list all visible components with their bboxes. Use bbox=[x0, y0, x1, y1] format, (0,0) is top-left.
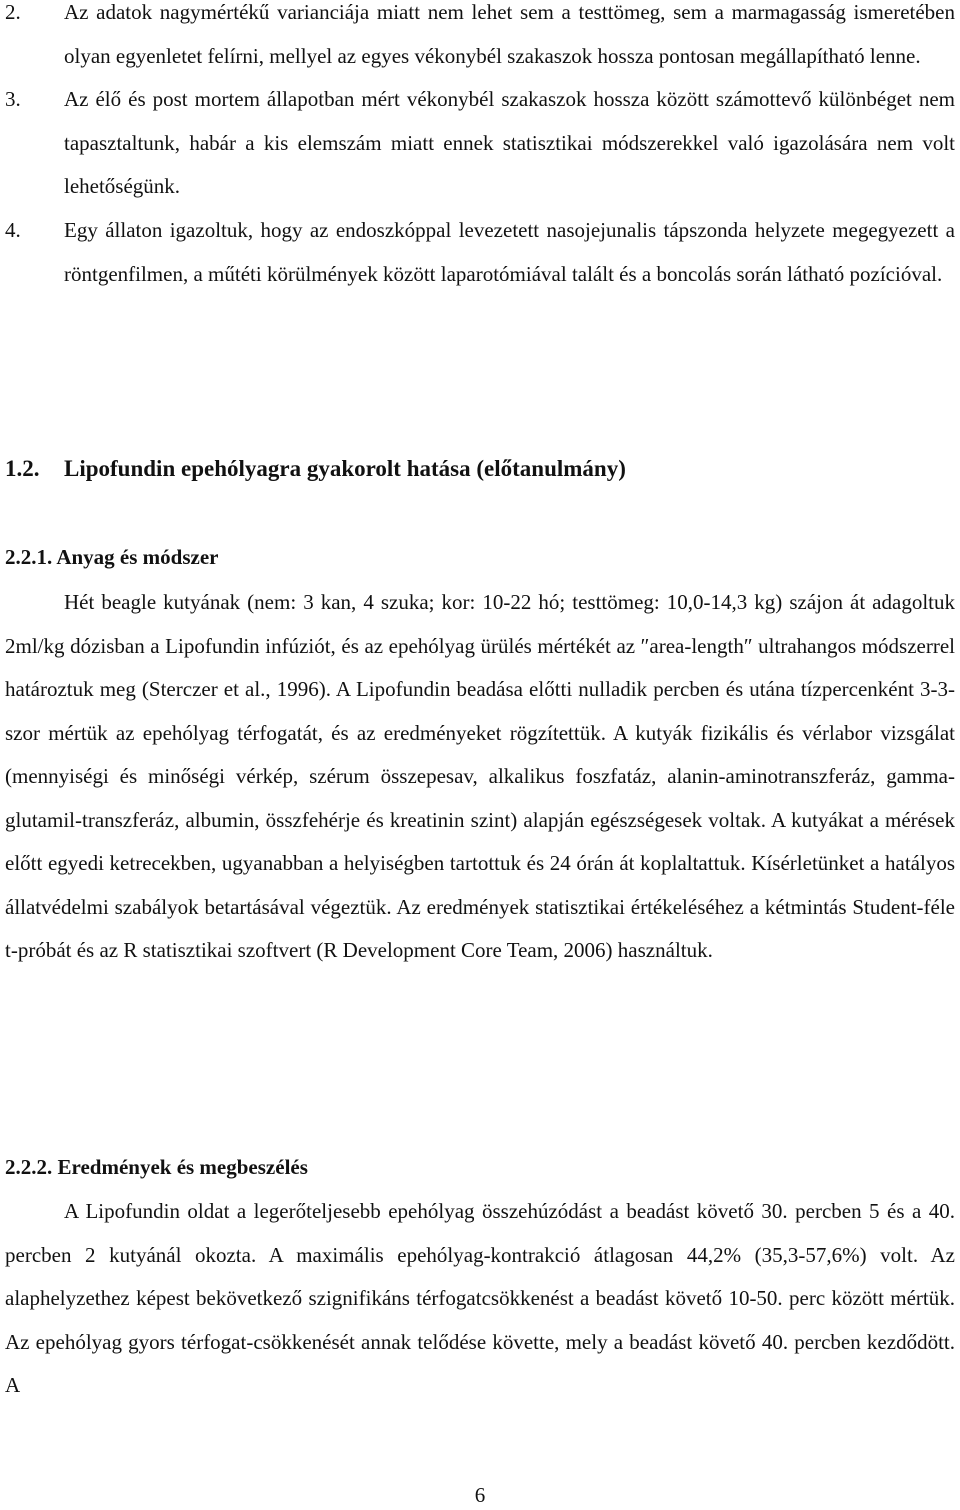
list-item-number: 4. bbox=[5, 217, 21, 242]
section-title: Lipofundin epehólyagra gyakorolt hatása (előtanulmány) bbox=[64, 456, 626, 481]
list-item-number: 3. bbox=[5, 87, 21, 112]
subsection-heading-results: 2.2.2. Eredmények és megbeszélés bbox=[5, 1155, 308, 1179]
list-item bbox=[5, 209, 955, 296]
section-heading bbox=[5, 449, 955, 489]
list-item-text: Az adatok nagymértékű varianciája miatt nem lehet sem a testtömeg, sem a marmagasság ismeretében olyan egyenletet felírni, mellyel az egyes vékonybél szakaszok hossza pontosan megállapítható lenne. bbox=[64, 0, 955, 68]
conclusions-list bbox=[5, 0, 955, 296]
list-item-text: Egy állaton igazoltuk, hogy az endoszkóppal levezetett nasojejunalis tápszonda helyzete megegyezett a röntgenfilmen, a műtéti körülmények között laparotómiával talált és a boncolás során látható pozícióval. bbox=[64, 217, 955, 286]
subsection-heading-methods: 2.2.1. Anyag és módszer bbox=[5, 545, 219, 569]
methods-paragraph: Hét beagle kutyának (nem: 3 kan, 4 szuka; kor: 10-22 hó; testtömeg: 10,0-14,3 kg) szájon át adagoltuk 2ml/kg dózisban a Lipofundin infúziót, és az epehólyag ürülés mértékét az ″area-length″ ultrahangos módszerrel határoztuk meg (Sterczer et al., 1996). A Lipofundin beadása előtti nulladik percben és utána tízpercenként 3-3-szor mértük az epehólyag térfogatát, és az eredményeket rögzítettük. A kutyák fizikális és vérlabor vizsgálat (mennyiségi és minőségi vérkép, szérum összepesav, alkalikus foszfatáz, alanin-aminotranszferáz, gamma-glutamil-transzferáz, albumin, összfehérje és kreatinin szint) alapján egészségesek voltak. A kutyákat a mérések előtt egyedi ketrecekben, ugyanabban a helyiségben tartottuk és 24 órán át koplaltattuk. Kísérletünket a hatályos állatvédelmi szabályok betartásával végeztük. Az eredmények statisztikai értékeléséhez a kétmintás Student-féle t-próbát és az R statisztikai szoftvert (R Development Core Team, 2006) használtuk. bbox=[5, 590, 955, 962]
section-number: 1.2. bbox=[5, 456, 40, 481]
list-item-text: Az élő és post mortem állapotban mért vékonybél szakaszok hossza között számottevő különbéget nem tapasztaltunk, habár a kis elemszám miatt ennek statisztikai módszerekkel való igazolására nem volt lehetőségünk. bbox=[64, 87, 955, 199]
results-paragraph: A Lipofundin oldat a legerőteljesebb epehólyag összehúzódást a beadást követő 30. percben 5 és a 40. percben 2 kutyánál okozta. A maximális epehólyag-kontrakció átlagosan 44,2% (35,3-57,6%) volt. Az alaphelyzethez képest bekövetkező szignifikáns térfogatcsökkenést a beadást követő 10-50. perc között mértük. Az epehólyag gyors térfogat-csökkenését annak telődése követte, mely a beadást követő 40. percben kezdődött. A bbox=[5, 1199, 955, 1397]
list-item-number: 2. bbox=[5, 0, 21, 24]
list-item bbox=[5, 78, 955, 209]
list-item bbox=[5, 0, 955, 78]
page-number: 6 bbox=[474, 1483, 486, 1507]
